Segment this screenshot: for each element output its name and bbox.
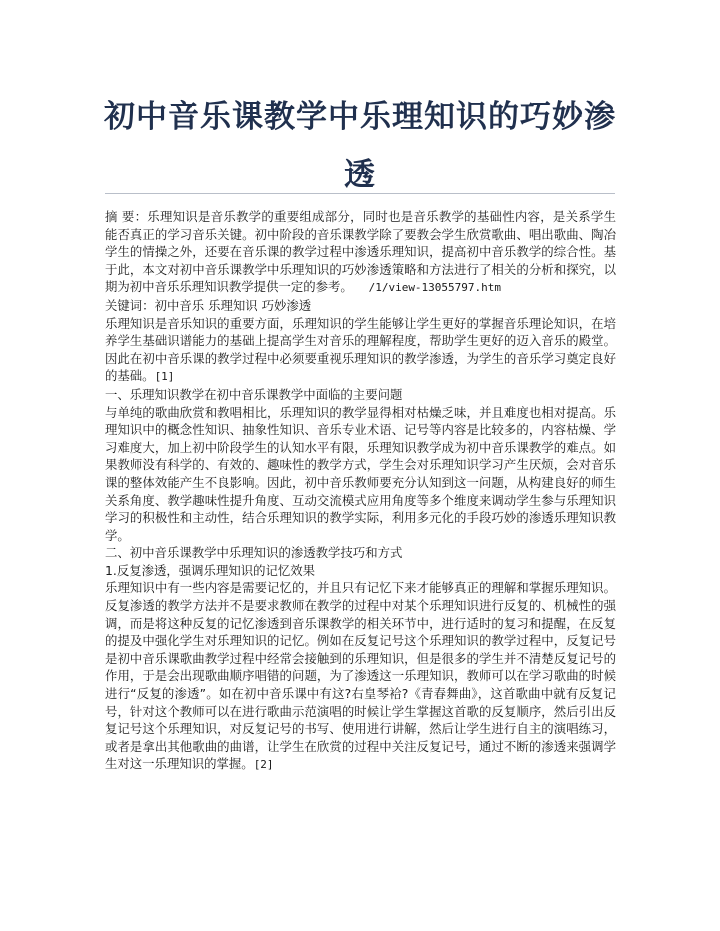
intro-text: 乐理知识是音乐知识的重要方面，乐理知识的学生能够让学生更好的掌握音乐理论知识，在培养学生基础识谱能力的基础上提高学生对音乐的理解程度，帮助学生更好的迈入音乐的殿堂。因此在初中音乐课的教学过程中必须要重视乐理知识的教学渗透，为学生的音乐学习奠定良好的基础。 (105, 315, 616, 384)
section2-heading: 二、初中音乐课教学中乐理知识的渗透教学技巧和方式 (105, 545, 403, 561)
subsection1-citation: [2] (253, 758, 274, 772)
intro-citation: [1] (154, 370, 175, 384)
keywords-line (105, 297, 616, 315)
document-body (105, 208, 616, 774)
section1-paragraph: 与单纯的歌曲欣赏和教唱相比，乐理知识的教学显得相对枯燥乏味，并且难度也相对提高。乐理知识中的概念性知识、抽象性知识、音乐专业术语、记号等内容是比较多的，内容枯燥、学习难度大，加上初中阶段学生的认知水平有限，乐理知识教学成为初中音乐课教学的难点。如果教师没有科学的、有效的、趣味性的教学方式，学生会对乐理知识学习产生厌烦，会对音乐课的整体效能产生不良影响。因此，初中音乐教师要充分认知到这一问题，从构建良好的师生关系角度、教学趣味性提升角度、互动交流模式应用角度等多个维度来调动学生参与乐理知识学习的积极性和主动性，结合乐理知识的教学实际，利用多元化的手段巧妙的渗透乐理知识教学。 (105, 404, 616, 543)
document-title: 初中音乐课教学中乐理知识的巧妙渗透 (104, 99, 616, 193)
abstract-link[interactable]: /1/view-13055797.htm (368, 281, 502, 295)
subsection1-paragraph (105, 579, 616, 774)
keywords-label: 关键词： (105, 297, 155, 313)
section1-heading: 一、乐理知识教学在初中音乐课教学中面临的主要问题 (105, 386, 403, 402)
abstract-paragraph (105, 208, 616, 297)
abstract-text: 乐理知识是音乐教学的重要组成部分，同时也是音乐教学的基础性内容，是关系学生能否真正的学习音乐关键。初中阶段的音乐课教学除了要教会学生欣赏歌曲、唱出歌曲、陶冶学生的情操之外，还要在音乐课的教学过程中渗透乐理知识，提高初中音乐教学的综合性。基于此，本文对初中音乐课教学中乐理知识的巧妙渗透策略和方法进行了相关的分析和探究，以期为初中音乐乐理知识教学提供一定的参考。 (105, 209, 616, 295)
intro-paragraph (105, 315, 616, 386)
keywords-text: 初中音乐 乐理知识 巧妙渗透 (154, 297, 312, 313)
abstract-label: 摘 要： (105, 209, 148, 224)
title-divider (105, 193, 615, 194)
subsection1-heading: 1.反复渗透，强调乐理知识的记忆效果 (105, 562, 316, 578)
subsection1-text: 乐理知识中有一些内容是需要记忆的，并且只有记忆下来才能够真正的理解和掌握乐理知识。反复渗透的教学方法并不是要求教师在教学的过程中对某个乐理知识进行反复的、机械性的强调，而是将这种反复的记忆渗透到音乐课教学的相关环节中，进行适时的复习和提醒，在反复的提及中强化学生对乐理知识的记忆。例如在反复记号这个乐理知识的教学过程中，反复记号是初中音乐课歌曲教学过程中经常会接触到的乐理知识，但是很多的学生并不清楚反复记号的作用，于是会出现歌曲顺序唱错的问题，为了渗透这一乐理知识，教师可以在学习歌曲的时候进行“反复的渗透”。如在初中音乐课中有这?右皇琴袷?《青春舞曲》，这首歌曲中就有反复记号，针对这个教师可以在进行歌曲示范演唱的时候让学生掌握这首歌的反复顺序，然后引出反复记号这个乐理知识，对反复记号的书写、使用进行讲解，然后让学生进行自主的演唱练习，或者是拿出其他歌曲的曲谱，让学生在欣赏的过程中关注反复记号，通过不断的渗透来强调学生对这一乐理知识的掌握。 (105, 580, 616, 772)
